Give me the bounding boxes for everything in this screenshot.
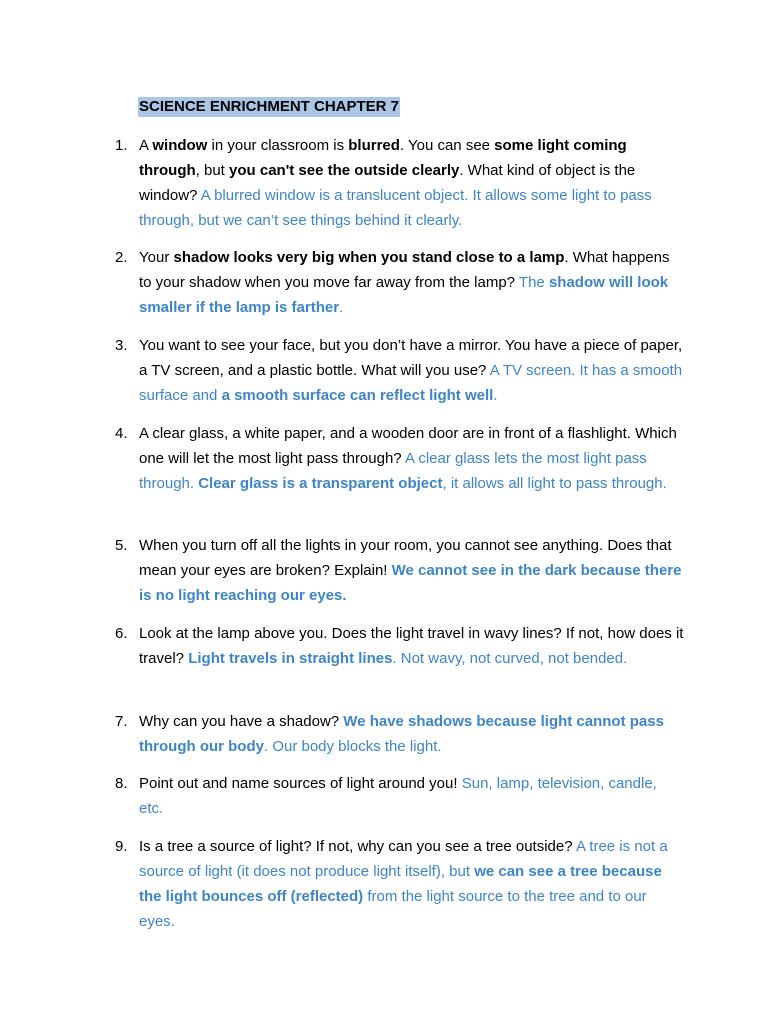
answer-text: . [493, 387, 498, 404]
question-text: Look at the lamp above you. Does the light travel in wavy lines? If not, how does it travel? [139, 625, 684, 667]
answer-text-bold: We cannot see in the dark because there is no light reaching our eyes. [139, 562, 682, 604]
question-9 [115, 834, 684, 934]
question-text: , but [195, 162, 230, 179]
answer-text: , it allows all light to pass through. [442, 475, 667, 492]
question-number: 5. [115, 537, 128, 554]
answer-text: . Not wavy, not curved, not bended. [392, 650, 628, 667]
question-number: 3. [115, 337, 128, 354]
question-text: A [139, 137, 153, 154]
answer-text: . [339, 299, 344, 316]
answer-text: from the light source to the tree and to our eyes. [139, 888, 647, 930]
question-7 [115, 709, 684, 759]
answer-text: The [518, 274, 549, 291]
question-text: You want to see your face, but you don’t have a mirror. You have a piece of paper, a TV screen, and a plastic bottle. What will you use? [139, 337, 683, 379]
answer-text-bold: a smooth surface can reflect light well [221, 387, 494, 404]
question-number: 8. [115, 775, 128, 792]
answer-text: A blurred window is a translucent object. It allows some light to pass through, but we can’t see things behind it clearly. [139, 187, 652, 229]
question-3 [115, 333, 684, 408]
question-number: 2. [115, 249, 128, 266]
question-text: When you turn off all the lights in your room, you cannot see anything. Does that mean your eyes are broken? Explain! [139, 537, 672, 579]
answer-text: A clear glass lets the most light pass through. [139, 450, 647, 492]
answer-text: . Our body blocks the light. [263, 738, 442, 755]
answer-text-bold: Light travels in straight lines [188, 650, 393, 667]
question-text: . What happens to your shadow when you move far away from the lamp? [139, 249, 670, 291]
question-number: 1. [115, 137, 128, 154]
question-text: Is a tree a source of light? If not, why can you see a tree outside? [139, 838, 576, 855]
answer-text-bold: Clear glass is a transparent object [198, 475, 443, 492]
question-2 [115, 245, 684, 320]
question-text: in your classroom is [207, 137, 349, 154]
question-text: A clear glass, a white paper, and a wooden door are in front of a flashlight. Which one will let the most light pass through? [139, 425, 677, 467]
question-5 [115, 533, 684, 608]
question-text-bold: window [152, 137, 208, 154]
question-number: 6. [115, 625, 128, 642]
answer-text-bold: we can see a tree because the light bounces off (reflected) [139, 863, 662, 905]
question-text-bold: some light coming through [139, 137, 627, 179]
question-8 [115, 771, 684, 821]
question-number: 4. [115, 425, 128, 442]
question-text: . You can see [399, 137, 495, 154]
question-1 [115, 133, 684, 233]
answer-text-bold: We have shadows because light cannot pass through our body [139, 713, 664, 755]
question-6 [115, 621, 684, 671]
question-4 [115, 421, 684, 496]
answer-text: A tree is not a source of light (it does not produce light itself), but [139, 838, 668, 880]
question-number: 7. [115, 713, 128, 730]
answer-text-bold: shadow will look smaller if the lamp is farther [139, 274, 669, 316]
question-text: Your [139, 249, 174, 266]
question-number: 9. [115, 838, 128, 855]
question-text: Point out and name sources of light around you! [139, 775, 462, 792]
question-text: . What kind of object is the window? [139, 162, 636, 204]
answer-text: A TV screen. It has a smooth surface and [139, 362, 683, 404]
question-text: Why can you have a shadow? [139, 713, 344, 730]
question-text-bold: blurred [348, 137, 400, 154]
question-text-bold: you can't see the outside clearly [229, 162, 460, 179]
answer-text: Sun, lamp, television, candle, etc. [139, 775, 657, 817]
page-title: SCIENCE ENRICHMENT CHAPTER 7 [139, 98, 400, 115]
question-text-bold: shadow looks very big when you stand close to a lamp [173, 249, 565, 266]
